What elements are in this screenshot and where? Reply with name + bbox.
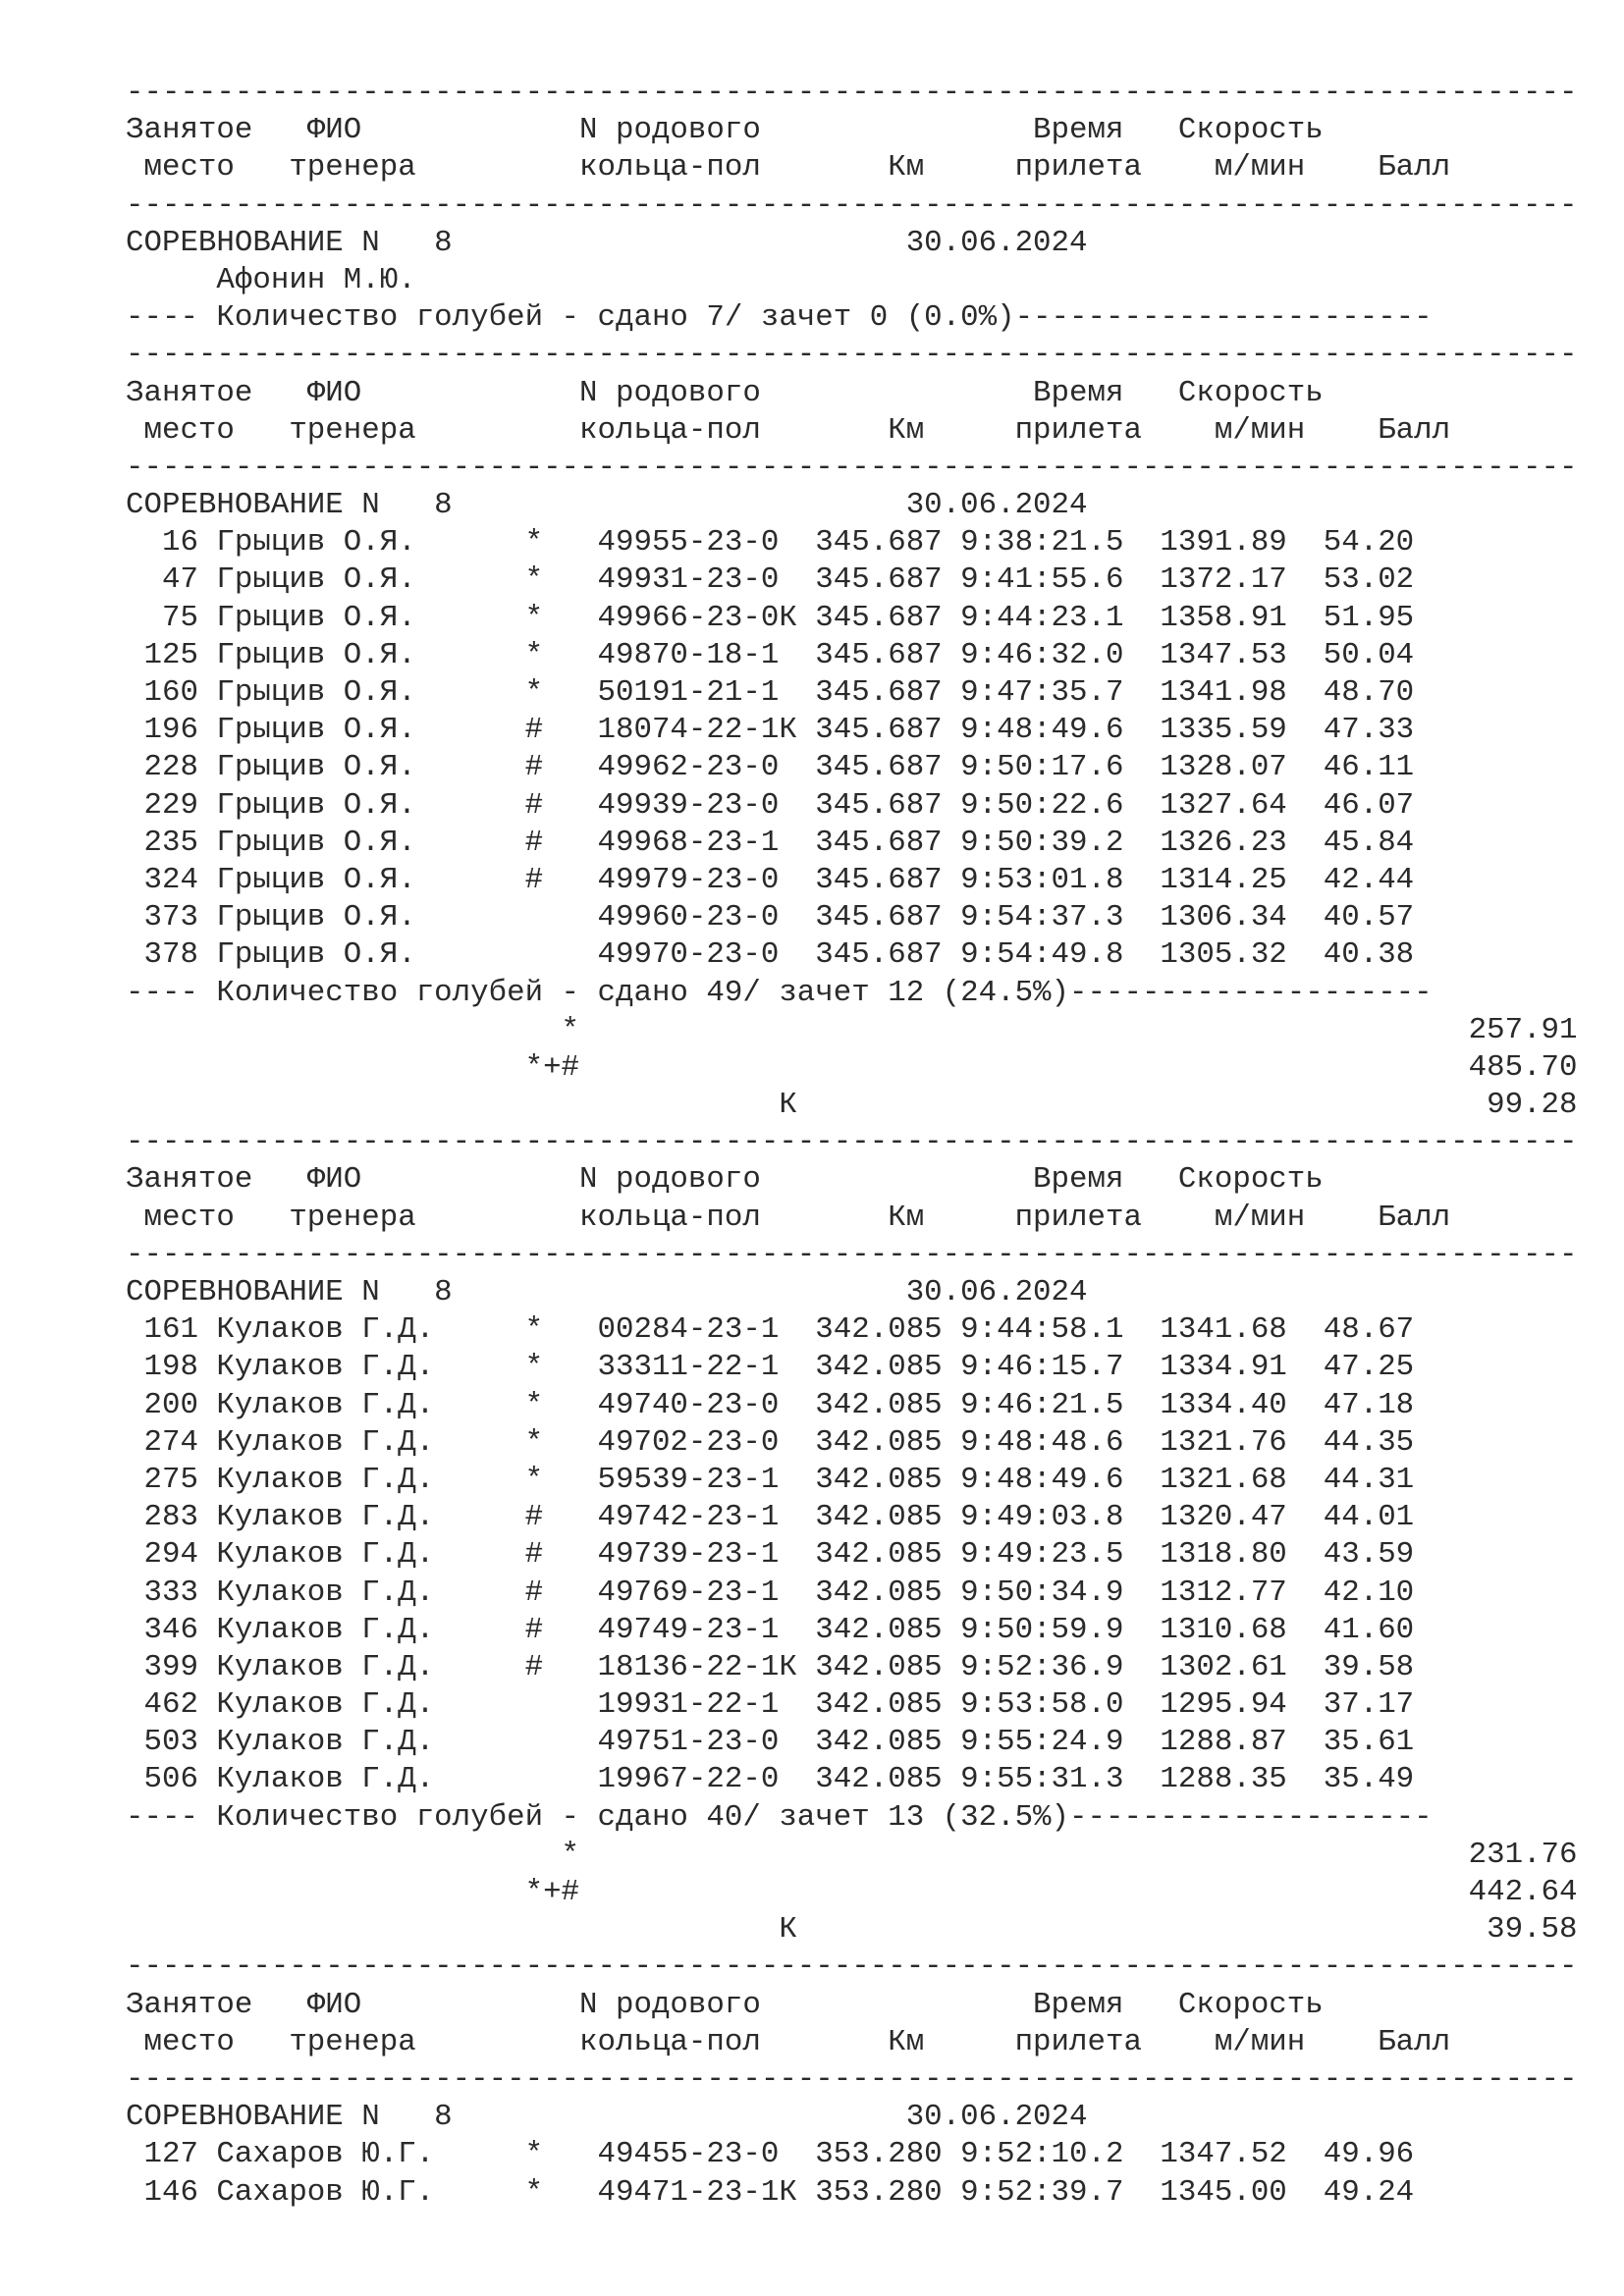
result-row: 506 Кулаков Г.Д. 19967-22-0 342.085 9:55:31.3 1288.35 35.49 bbox=[126, 1762, 1415, 1797]
results-report bbox=[126, 75, 1578, 2212]
total-line: *+# 485.70 bbox=[126, 1049, 1578, 1085]
column-header-line-1: Занятое ФИО N родового Время Скорость bbox=[126, 113, 1324, 148]
result-row: 47 Грыцив О.Я. * 49931-23-0 345.687 9:41:55.6 1372.17 53.02 bbox=[126, 562, 1415, 598]
pigeon-count-line: ---- Количество голубей - сдано 40/ зачет 13 (32.5%)-------------------- bbox=[126, 1799, 1433, 1835]
result-row: 275 Кулаков Г.Д. * 59539-23-1 342.085 9:48:49.6 1321.68 44.31 bbox=[126, 1462, 1415, 1497]
result-row: 373 Грыцив О.Я. 49960-23-0 345.687 9:54:37.3 1306.34 40.57 bbox=[126, 900, 1415, 935]
result-row: 503 Кулаков Г.Д. 49751-23-0 342.085 9:55:24.9 1288.87 35.61 bbox=[126, 1725, 1415, 1760]
result-row: 294 Кулаков Г.Д. # 49739-23-1 342.085 9:49:23.5 1318.80 43.59 bbox=[126, 1537, 1415, 1573]
column-header-line-2: место тренера кольца-пол Км прилета м/мин Балл bbox=[126, 1200, 1451, 1235]
pigeon-count-line: ---- Количество голубей - сдано 49/ зачет 12 (24.5%)-------------------- bbox=[126, 975, 1433, 1010]
separator-line: -------------------------------------------------------------------------------- bbox=[126, 338, 1578, 373]
result-row: 228 Грыцив О.Я. # 49962-23-0 345.687 9:50:17.6 1328.07 46.11 bbox=[126, 750, 1415, 785]
result-row: 200 Кулаков Г.Д. * 49740-23-0 342.085 9:46:21.5 1334.40 47.18 bbox=[126, 1387, 1415, 1422]
column-header-line-2: место тренера кольца-пол Км прилета м/мин Балл bbox=[126, 2024, 1451, 2059]
result-row: 16 Грыцив О.Я. * 49955-23-0 345.687 9:38:21.5 1391.89 54.20 bbox=[126, 525, 1415, 561]
separator-line: -------------------------------------------------------------------------------- bbox=[126, 187, 1578, 223]
result-row: 378 Грыцив О.Я. 49970-23-0 345.687 9:54:49.8 1305.32 40.38 bbox=[126, 937, 1415, 973]
column-header-line-1: Занятое ФИО N родового Время Скорость bbox=[126, 375, 1324, 410]
total-line: К 39.58 bbox=[126, 1912, 1578, 1948]
pigeon-count-line: ---- Количество голубей - сдано 7/ зачет 0 (0.0%)----------------------- bbox=[126, 300, 1433, 336]
result-row: 229 Грыцив О.Я. # 49939-23-0 345.687 9:50:22.6 1327.64 46.07 bbox=[126, 787, 1415, 823]
result-row: 146 Сахаров Ю.Г. * 49471-23-1К 353.280 9:52:39.7 1345.00 49.24 bbox=[126, 2174, 1415, 2210]
column-header-line-2: место тренера кольца-пол Км прилета м/мин Балл bbox=[126, 412, 1451, 448]
column-header-line-1: Занятое ФИО N родового Время Скорость bbox=[126, 1987, 1324, 2022]
separator-line: -------------------------------------------------------------------------------- bbox=[126, 1949, 1578, 1985]
result-row: 125 Грыцив О.Я. * 49870-18-1 345.687 9:46:32.0 1347.53 50.04 bbox=[126, 637, 1415, 672]
result-row: 462 Кулаков Г.Д. 19931-22-1 342.085 9:53:58.0 1295.94 37.17 bbox=[126, 1687, 1415, 1723]
total-line: *+# 442.64 bbox=[126, 1875, 1578, 1909]
competition-line: СОРЕВНОВАНИЕ N 8 30.06.2024 bbox=[126, 1275, 1088, 1309]
result-row: 283 Кулаков Г.Д. # 49742-23-1 342.085 9:49:03.8 1320.47 44.01 bbox=[126, 1500, 1415, 1535]
trainer-name-line: Афонин М.Ю. bbox=[126, 262, 416, 297]
result-row: 399 Кулаков Г.Д. # 18136-22-1К 342.085 9:52:36.9 1302.61 39.58 bbox=[126, 1649, 1415, 1684]
result-row: 161 Кулаков Г.Д. * 00284-23-1 342.085 9:44:58.1 1341.68 48.67 bbox=[126, 1312, 1415, 1348]
result-row: 196 Грыцив О.Я. # 18074-22-1К 345.687 9:48:49.6 1335.59 47.33 bbox=[126, 713, 1415, 748]
competition-line: СОРЕВНОВАНИЕ N 8 30.06.2024 bbox=[126, 488, 1088, 523]
total-line: * 257.91 bbox=[126, 1012, 1578, 1047]
result-row: 160 Грыцив О.Я. * 50191-21-1 345.687 9:47:35.7 1341.98 48.70 bbox=[126, 675, 1415, 710]
result-row: 346 Кулаков Г.Д. # 49749-23-1 342.085 9:50:59.9 1310.68 41.60 bbox=[126, 1612, 1415, 1647]
result-row: 333 Кулаков Г.Д. # 49769-23-1 342.085 9:50:34.9 1312.77 42.10 bbox=[126, 1575, 1415, 1610]
separator-line: -------------------------------------------------------------------------------- bbox=[126, 76, 1578, 110]
column-header-line-2: место тренера кольца-пол Км прилета м/мин Балл bbox=[126, 150, 1451, 186]
separator-line: -------------------------------------------------------------------------------- bbox=[126, 1237, 1578, 1272]
result-row: 198 Кулаков Г.Д. * 33311-22-1 342.085 9:46:15.7 1334.91 47.25 bbox=[126, 1350, 1415, 1385]
separator-line: -------------------------------------------------------------------------------- bbox=[126, 450, 1578, 485]
separator-line: -------------------------------------------------------------------------------- bbox=[126, 2061, 1578, 2097]
competition-line: СОРЕВНОВАНИЕ N 8 30.06.2024 bbox=[126, 225, 1088, 260]
result-row: 274 Кулаков Г.Д. * 49702-23-0 342.085 9:48:48.6 1321.76 44.35 bbox=[126, 1424, 1415, 1460]
column-header-line-1: Занятое ФИО N родового Время Скорость bbox=[126, 1162, 1324, 1198]
total-line: К 99.28 bbox=[126, 1088, 1578, 1123]
competition-line: СОРЕВНОВАНИЕ N 8 30.06.2024 bbox=[126, 2100, 1088, 2135]
result-row: 235 Грыцив О.Я. # 49968-23-1 345.687 9:50:39.2 1326.23 45.84 bbox=[126, 825, 1415, 860]
result-row: 75 Грыцив О.Я. * 49966-23-0К 345.687 9:44:23.1 1358.91 51.95 bbox=[126, 600, 1415, 635]
result-row: 324 Грыцив О.Я. # 49979-23-0 345.687 9:53:01.8 1314.25 42.44 bbox=[126, 862, 1415, 897]
result-row: 127 Сахаров Ю.Г. * 49455-23-0 353.280 9:52:10.2 1347.52 49.96 bbox=[126, 2137, 1415, 2172]
separator-line: -------------------------------------------------------------------------------- bbox=[126, 1125, 1578, 1160]
total-line: * 231.76 bbox=[126, 1837, 1578, 1872]
